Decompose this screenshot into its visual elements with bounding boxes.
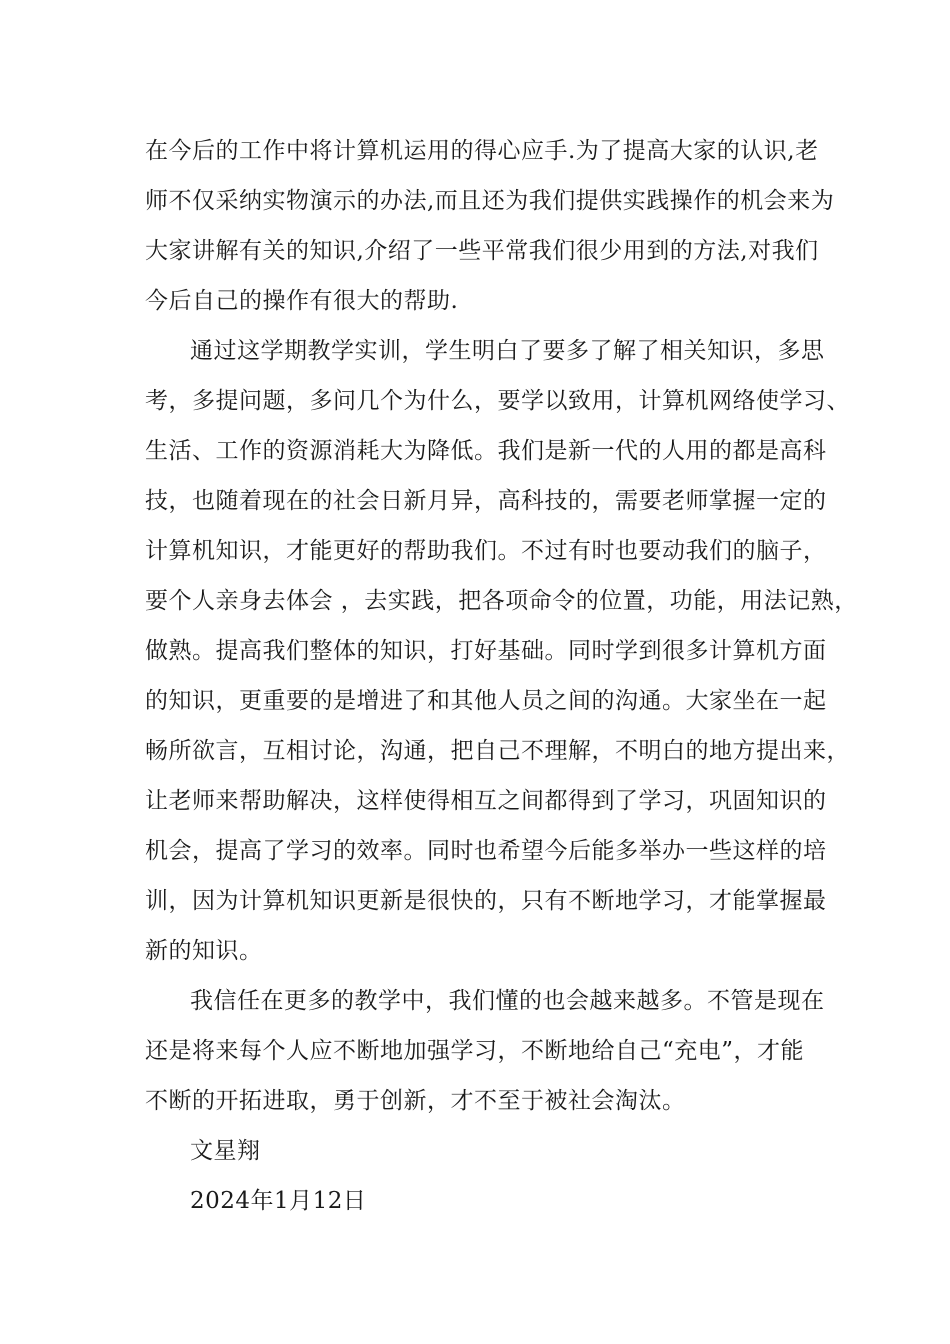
signature: 文星翔 [190, 1138, 261, 1164]
paragraph-1-line: 大家讲解有关的知识,介绍了一些平常我们很少用到的方法,对我们 [145, 238, 819, 264]
paragraph-2-line: 考，多提问题，多问几个为什么，要学以致用，计算机网络使学习、 [145, 388, 850, 414]
paragraph-1-line: 今后自己的操作有很大的帮助. [145, 288, 459, 314]
paragraph-2-line: 生活、工作的资源消耗大为降低。我们是新一代的人用的都是高科 [145, 438, 827, 464]
paragraph-3-line: 不断的开拓进取，勇于创新，才不至于被社会淘汰。 [145, 1088, 686, 1114]
paragraph-2-line: 机会，提高了学习的效率。同时也希望今后能多举办一些这样的培 [145, 838, 827, 864]
paragraph-2-line: 做熟。提高我们整体的知识，打好基础。同时学到很多计算机方面 [145, 638, 827, 664]
paragraph-2-line: 畅所欲言，互相讨论，沟通，把自己不理解，不明白的地方提出来， [145, 738, 850, 764]
paragraph-2-line: 新的知识。 [145, 938, 263, 964]
paragraph-2-line: 通过这学期教学实训，学生明白了要多了解了相关知识，多思 [190, 338, 825, 364]
paragraph-1-line: 师不仅采纳实物演示的办法,而且还为我们提供实践操作的机会来为 [145, 188, 835, 214]
paragraph-3-line: 我信任在更多的教学中，我们懂的也会越来越多。不管是现在 [190, 988, 825, 1014]
paragraph-2-line: 的知识，更重要的是增进了和其他人员之间的沟通。大家坐在一起 [145, 688, 827, 714]
paragraph-3-line: 还是将来每个人应不断地加强学习，不断地给自己“充电”，才能 [145, 1038, 805, 1064]
paragraph-2-line: 计算机知识，才能更好的帮助我们。不过有时也要动我们的脑子， [145, 538, 827, 564]
date: 2024年1月12日 [190, 1188, 367, 1214]
paragraph-1-line: 在今后的工作中将计算机运用的得心应手.为了提高大家的认识,老 [145, 138, 819, 164]
paragraph-2-line: 要个人亲身去体会 ，去实践，把各项命令的位置，功能，用法记熟， [145, 588, 858, 614]
paragraph-2-line: 让老师来帮助解决，这样使得相互之间都得到了学习，巩固知识的 [145, 788, 827, 814]
paragraph-2-line: 技，也随着现在的社会日新月异，高科技的，需要老师掌握一定的 [145, 488, 827, 514]
paragraph-2-line: 训，因为计算机知识更新是很快的，只有不断地学习，才能掌握最 [145, 888, 827, 914]
